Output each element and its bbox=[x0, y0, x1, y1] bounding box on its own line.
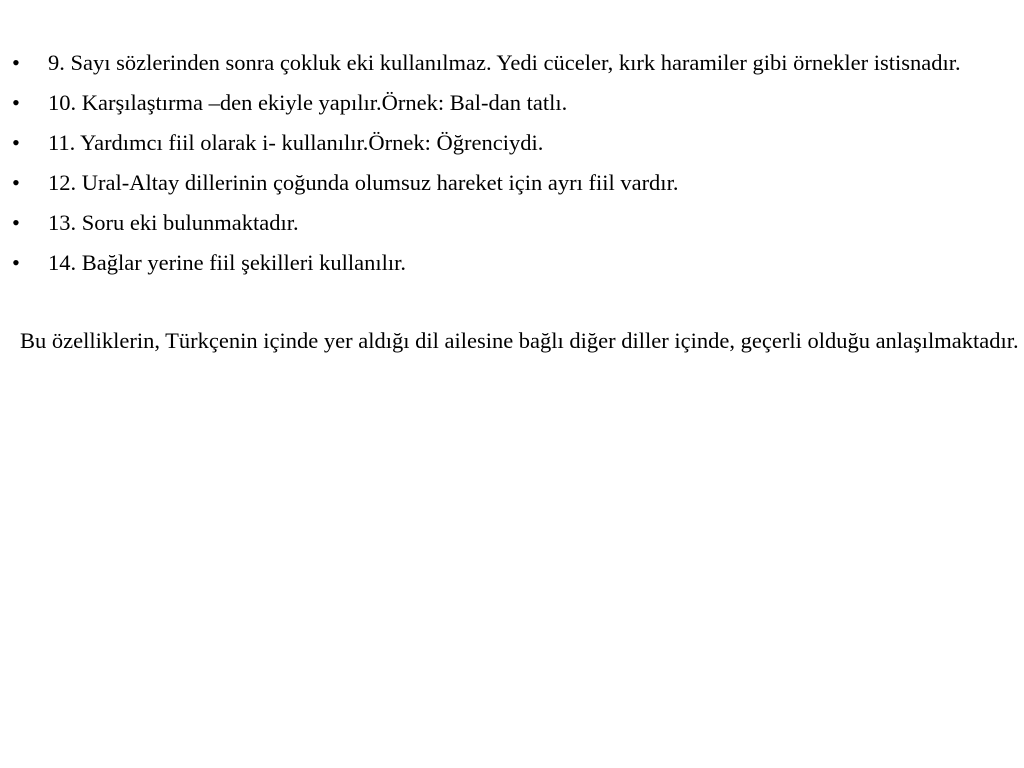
bullet-marker: • bbox=[12, 170, 20, 195]
bullet-marker: • bbox=[12, 130, 20, 155]
bullet-text: 10. Karşılaştırma –den ekiyle yapılır.Örnek: Bal-dan tatlı. bbox=[48, 90, 568, 115]
bullet-list bbox=[0, 47, 1000, 287]
bullet-marker: • bbox=[12, 250, 20, 275]
bullet-item-9 bbox=[0, 47, 1000, 79]
bullet-marker: • bbox=[12, 210, 20, 235]
bullet-text: 12. Ural-Altay dillerinin çoğunda olumsuz hareket için ayrı fiil vardır. bbox=[48, 170, 679, 195]
bullet-text: 14. Bağlar yerine fiil şekilleri kullanılır. bbox=[48, 250, 407, 275]
bullet-item-14 bbox=[0, 247, 1000, 279]
bullet-item-11 bbox=[0, 127, 1000, 159]
bullet-item-12 bbox=[0, 167, 1000, 199]
bullet-text: 13. Soru eki bulunmaktadır. bbox=[48, 210, 299, 235]
bullet-item-10 bbox=[0, 87, 1000, 119]
bullet-item-13 bbox=[0, 207, 1000, 239]
bullet-text: 11. Yardımcı fiil olarak i- kullanılır.Örnek: Öğrenciydi. bbox=[48, 130, 544, 155]
summary-paragraph: Bu özelliklerin, Türkçenin içinde yer aldığı dil ailesine bağlı diğer diller içinde, geçerli olduğu anlaşılmaktadır. bbox=[20, 328, 1019, 353]
bullet-marker: • bbox=[12, 90, 20, 115]
bullet-marker: • bbox=[12, 50, 20, 75]
bullet-text: 9. Sayı sözlerinden sonra çokluk eki kullanılmaz. Yedi cüceler, kırk haramiler gibi örnekler istisnadır. bbox=[48, 50, 961, 75]
